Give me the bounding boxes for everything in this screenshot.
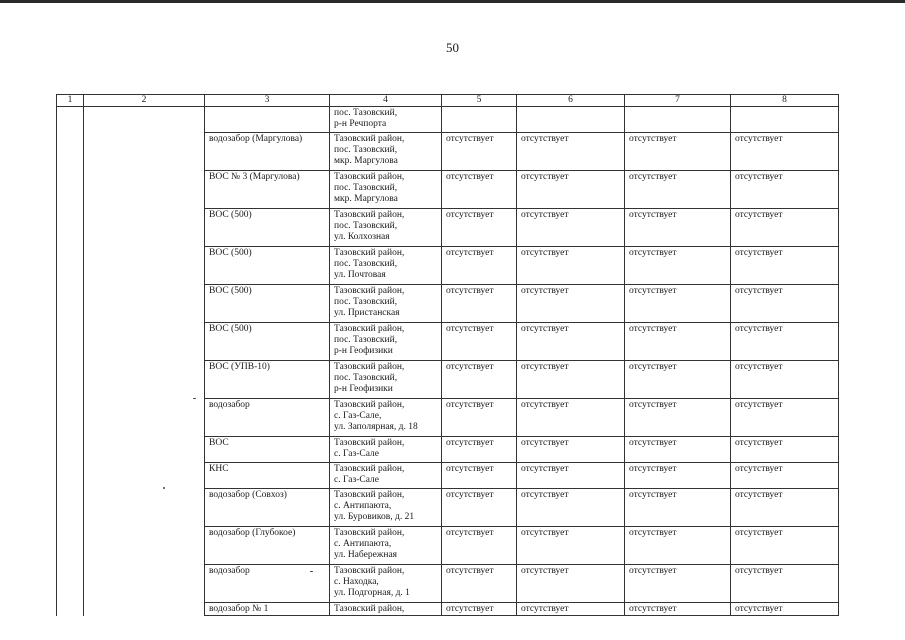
address-cell: Тазовский район, с. Антипаюта, ул. Набережная: [330, 527, 442, 565]
empty-cell: [57, 247, 84, 285]
scan-speck: [163, 487, 165, 489]
address-cell: Тазовский район, с. Антипаюта, ул. Буровиков, д. 21: [330, 489, 442, 527]
status-cell: отсутствует: [625, 171, 731, 209]
column-header-5: 5: [442, 95, 517, 107]
status-cell: отсутствует: [442, 171, 517, 209]
facility-name-cell: водозабор (Глубокое): [205, 527, 330, 565]
status-cell: отсутствует: [731, 133, 839, 171]
status-cell: отсутствует: [731, 323, 839, 361]
empty-cell: [84, 603, 205, 616]
status-cell: отсутствует: [625, 247, 731, 285]
status-cell: отсутствует: [442, 209, 517, 247]
address-cell: Тазовский район, пос. Тазовский, мкр. Маргулова: [330, 133, 442, 171]
status-cell: [625, 107, 731, 133]
status-cell: отсутствует: [625, 361, 731, 399]
empty-cell: [84, 527, 205, 565]
address-cell: Тазовский район, с. Находка, ул. Подгорная, д. 1: [330, 565, 442, 603]
status-cell: отсутствует: [731, 171, 839, 209]
empty-cell: [84, 133, 205, 171]
facility-name-cell: КНС: [205, 463, 330, 489]
status-cell: отсутствует: [731, 437, 839, 463]
table-row: [57, 399, 839, 437]
column-header-4: 4: [330, 95, 442, 107]
address-cell: Тазовский район, пос. Тазовский, ул. Пристанская: [330, 285, 442, 323]
status-cell: отсутствует: [731, 399, 839, 437]
scan-speck: [193, 398, 196, 399]
empty-cell: [57, 603, 84, 616]
status-cell: отсутствует: [442, 565, 517, 603]
status-cell: отсутствует: [731, 603, 839, 616]
status-cell: отсутствует: [625, 603, 731, 616]
status-cell: отсутствует: [517, 399, 625, 437]
table-row: [57, 209, 839, 247]
status-cell: отсутствует: [442, 247, 517, 285]
table-row: [57, 247, 839, 285]
status-cell: отсутствует: [442, 463, 517, 489]
column-header-3: 3: [205, 95, 330, 107]
facility-name-cell: ВОС (УПВ-10): [205, 361, 330, 399]
page-number: 50: [446, 40, 459, 55]
column-header-7: 7: [625, 95, 731, 107]
status-cell: отсутствует: [731, 247, 839, 285]
table-row: [57, 463, 839, 489]
status-cell: отсутствует: [625, 133, 731, 171]
status-cell: отсутствует: [625, 437, 731, 463]
table-row: [57, 527, 839, 565]
status-cell: отсутствует: [517, 437, 625, 463]
address-cell: Тазовский район, пос. Тазовский, р-н Геофизики: [330, 361, 442, 399]
table-row: [57, 361, 839, 399]
address-cell: Тазовский район, с. Газ-Сале, ул. Заполярная, д. 18: [330, 399, 442, 437]
empty-cell: [57, 107, 84, 133]
status-cell: отсутствует: [625, 209, 731, 247]
status-cell: отсутствует: [517, 323, 625, 361]
facility-name-cell: водозабор (Совхоз): [205, 489, 330, 527]
status-cell: отсутствует: [731, 361, 839, 399]
status-cell: отсутствует: [442, 399, 517, 437]
table-row: [57, 133, 839, 171]
empty-cell: [57, 171, 84, 209]
facility-name-cell: ВОС: [205, 437, 330, 463]
address-cell: Тазовский район, пос. Тазовский, р-н Геофизики: [330, 323, 442, 361]
table-row: [57, 285, 839, 323]
column-header-8: 8: [731, 95, 839, 107]
table-row: [57, 107, 839, 133]
facility-name-cell: ВОС (500): [205, 209, 330, 247]
column-header-2: 2: [84, 95, 205, 107]
empty-cell: [84, 107, 205, 133]
status-cell: отсутствует: [517, 247, 625, 285]
status-cell: [517, 107, 625, 133]
address-cell: Тазовский район, пос. Тазовский, ул. Колхозная: [330, 209, 442, 247]
status-cell: отсутствует: [442, 527, 517, 565]
status-cell: отсутствует: [517, 527, 625, 565]
status-cell: [731, 107, 839, 133]
facility-name-cell: ВОС (500): [205, 323, 330, 361]
facility-name-cell: ВОС № 3 (Маргулова): [205, 171, 330, 209]
empty-cell: [57, 489, 84, 527]
status-cell: отсутствует: [731, 285, 839, 323]
empty-cell: [84, 323, 205, 361]
status-cell: отсутствует: [517, 209, 625, 247]
status-cell: отсутствует: [731, 489, 839, 527]
empty-cell: [57, 399, 84, 437]
table-row: [57, 171, 839, 209]
address-cell: Тазовский район, пос. Тазовский, мкр. Маргулова: [330, 171, 442, 209]
empty-cell: [57, 527, 84, 565]
facility-name-cell: водозабор (Маргулова): [205, 133, 330, 171]
status-cell: отсутствует: [517, 565, 625, 603]
status-cell: отсутствует: [442, 285, 517, 323]
facilities-table: [56, 94, 839, 616]
table-header-row: [57, 95, 839, 107]
address-cell: Тазовский район, с. Газ-Сале: [330, 437, 442, 463]
empty-cell: [57, 209, 84, 247]
facility-name-cell: водозабор: [205, 565, 330, 603]
scan-speck: [310, 571, 313, 572]
empty-cell: [84, 399, 205, 437]
empty-cell: [84, 437, 205, 463]
status-cell: отсутствует: [625, 285, 731, 323]
status-cell: отсутствует: [517, 285, 625, 323]
address-cell: пос. Тазовский, р-н Речпорта: [330, 107, 442, 133]
table-row: [57, 603, 839, 616]
empty-cell: [57, 285, 84, 323]
facility-name-cell: [205, 107, 330, 133]
status-cell: отсутствует: [442, 133, 517, 171]
facility-name-cell: ВОС (500): [205, 247, 330, 285]
empty-cell: [57, 361, 84, 399]
status-cell: отсутствует: [731, 463, 839, 489]
empty-cell: [84, 489, 205, 527]
empty-cell: [84, 209, 205, 247]
status-cell: отсутствует: [442, 603, 517, 616]
table-row: [57, 565, 839, 603]
status-cell: [442, 107, 517, 133]
status-cell: отсутствует: [625, 527, 731, 565]
empty-cell: [84, 565, 205, 603]
status-cell: отсутствует: [731, 209, 839, 247]
status-cell: отсутствует: [442, 361, 517, 399]
status-cell: отсутствует: [731, 565, 839, 603]
address-cell: Тазовский район, пос. Тазовский, ул. Почтовая: [330, 247, 442, 285]
status-cell: отсутствует: [625, 565, 731, 603]
empty-cell: [84, 247, 205, 285]
status-cell: отсутствует: [731, 527, 839, 565]
status-cell: отсутствует: [442, 437, 517, 463]
status-cell: отсутствует: [517, 489, 625, 527]
table-row: [57, 323, 839, 361]
status-cell: отсутствует: [625, 399, 731, 437]
address-cell: Тазовский район,: [330, 603, 442, 616]
status-cell: отсутствует: [625, 489, 731, 527]
top-scan-border: [0, 0, 905, 3]
column-header-6: 6: [517, 95, 625, 107]
empty-cell: [57, 133, 84, 171]
facility-name-cell: водозабор: [205, 399, 330, 437]
empty-cell: [84, 285, 205, 323]
empty-cell: [57, 463, 84, 489]
empty-cell: [57, 565, 84, 603]
address-cell: Тазовский район, с. Газ-Сале: [330, 463, 442, 489]
table-body: [57, 107, 839, 616]
status-cell: отсутствует: [442, 323, 517, 361]
table-row: [57, 489, 839, 527]
status-cell: отсутствует: [517, 361, 625, 399]
status-cell: отсутствует: [625, 463, 731, 489]
empty-cell: [84, 171, 205, 209]
table-row: [57, 437, 839, 463]
status-cell: отсутствует: [442, 489, 517, 527]
status-cell: отсутствует: [625, 323, 731, 361]
empty-cell: [57, 437, 84, 463]
status-cell: отсутствует: [517, 133, 625, 171]
status-cell: отсутствует: [517, 603, 625, 616]
empty-cell: [84, 361, 205, 399]
empty-cell: [84, 463, 205, 489]
status-cell: отсутствует: [517, 171, 625, 209]
facility-name-cell: водозабор № 1: [205, 603, 330, 616]
column-header-1: 1: [57, 95, 84, 107]
facility-name-cell: ВОС (500): [205, 285, 330, 323]
empty-cell: [57, 323, 84, 361]
status-cell: отсутствует: [517, 463, 625, 489]
